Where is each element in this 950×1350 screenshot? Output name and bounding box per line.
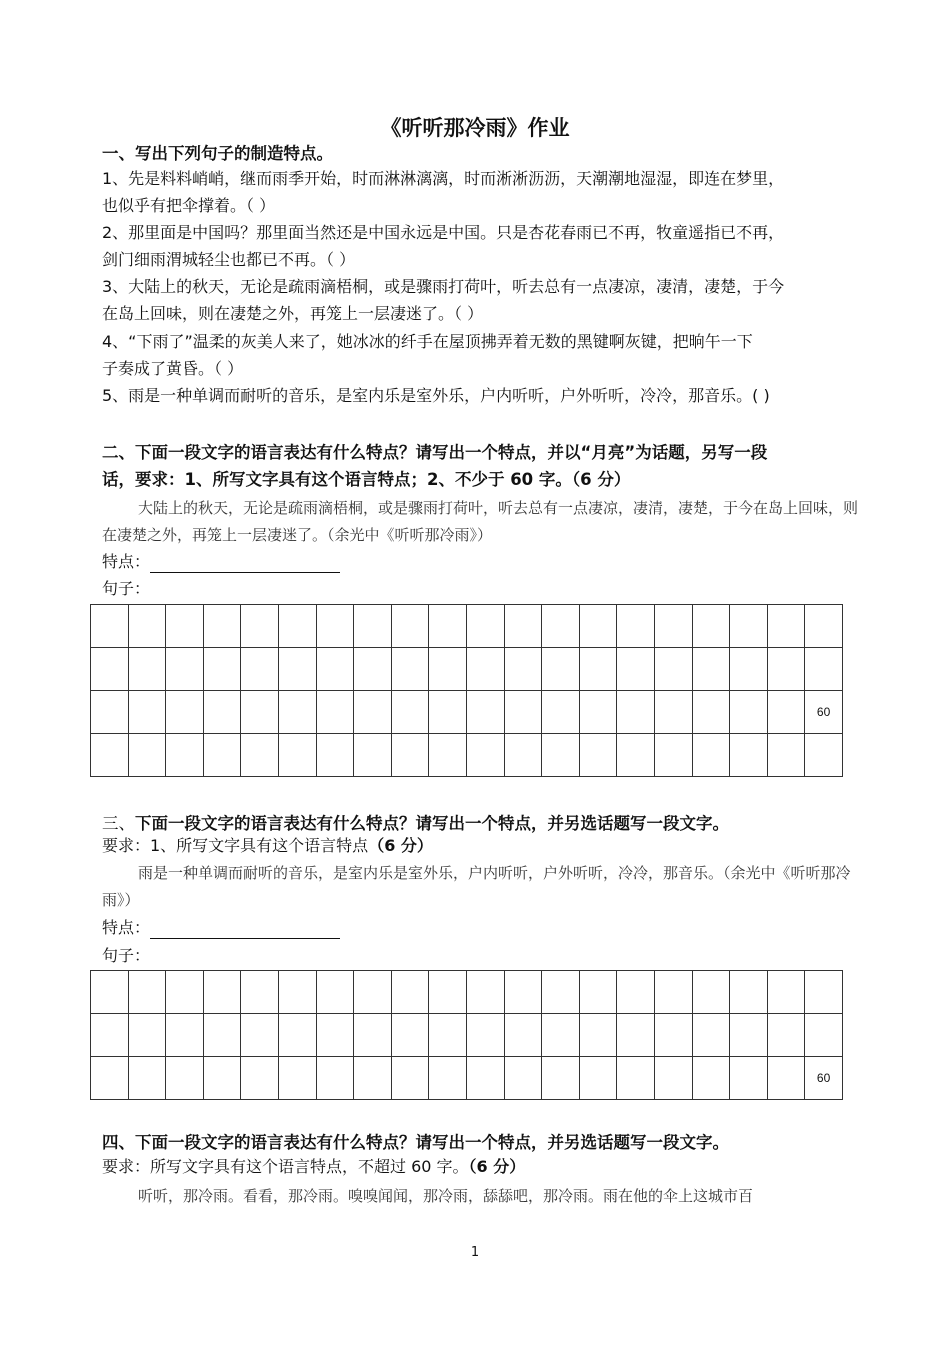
grid-cell[interactable] bbox=[128, 1014, 166, 1057]
page-title: 《听听那冷雨》作业 bbox=[380, 116, 570, 140]
s2-feature-label: 特点： bbox=[102, 552, 151, 571]
grid-cell[interactable] bbox=[429, 971, 467, 1014]
grid-cell[interactable] bbox=[166, 648, 204, 691]
grid-cell[interactable] bbox=[654, 691, 692, 734]
s2-sentence-label: 句子： bbox=[102, 579, 151, 598]
s3-heading-prefix: 三、 bbox=[102, 814, 135, 833]
grid-cell[interactable] bbox=[203, 734, 241, 777]
s3-writing-grid[interactable] bbox=[90, 970, 843, 1100]
grid-cell[interactable] bbox=[391, 648, 429, 691]
grid-cell[interactable] bbox=[316, 648, 354, 691]
grid-cell[interactable] bbox=[542, 605, 580, 648]
grid-cell[interactable] bbox=[617, 971, 655, 1014]
grid-cell[interactable] bbox=[466, 734, 504, 777]
grid-cell[interactable] bbox=[617, 691, 655, 734]
grid-cell[interactable] bbox=[91, 648, 129, 691]
grid-cell[interactable] bbox=[617, 1014, 655, 1057]
grid-cell[interactable] bbox=[654, 734, 692, 777]
grid-cell[interactable] bbox=[730, 734, 768, 777]
grid-cell[interactable] bbox=[579, 734, 617, 777]
grid-cell[interactable] bbox=[128, 1057, 166, 1100]
grid-cell[interactable] bbox=[241, 971, 279, 1014]
s3-feature-row bbox=[102, 917, 862, 939]
grid-cell[interactable] bbox=[241, 1057, 279, 1100]
grid-row bbox=[91, 1014, 843, 1057]
grid-cell[interactable] bbox=[542, 1057, 580, 1100]
grid-cell[interactable] bbox=[203, 1057, 241, 1100]
grid-cell[interactable] bbox=[429, 734, 467, 777]
grid-cell[interactable] bbox=[354, 971, 392, 1014]
s3-sentence-label: 句子： bbox=[102, 946, 151, 965]
grid-cell[interactable] bbox=[278, 605, 316, 648]
grid-row bbox=[91, 971, 843, 1014]
grid-row bbox=[91, 734, 843, 777]
grid-cell[interactable] bbox=[166, 971, 204, 1014]
grid-cell[interactable] bbox=[542, 691, 580, 734]
grid-cell[interactable] bbox=[391, 734, 429, 777]
section-4-quote: 听听，那冷雨。看看，那冷雨。嗅嗅闻闻，那冷雨，舔舔吧，那冷雨。雨在他的伞上这城市百 bbox=[138, 1187, 754, 1205]
grid-cell[interactable] bbox=[278, 971, 316, 1014]
grid-cell[interactable] bbox=[91, 734, 129, 777]
grid-cell[interactable] bbox=[730, 648, 768, 691]
grid-row bbox=[91, 691, 843, 734]
grid-cell[interactable] bbox=[354, 605, 392, 648]
grid-cell[interactable] bbox=[166, 1057, 204, 1100]
s1-item-4-line-1: 4、“下雨了”温柔的灰美人来了，她冰冰的纤手在屋顶拂弄着无数的黑键啊灰键，把晌午一下 bbox=[102, 332, 753, 351]
grid-cell[interactable] bbox=[354, 1014, 392, 1057]
grid-cell[interactable] bbox=[354, 648, 392, 691]
section-3-quote: 雨是一种单调而耐听的音乐，是室内乐是室外乐，户内听听，户外听听，冷冷，那音乐。（余光中《听听那冷雨》） bbox=[102, 864, 851, 909]
grid-cell[interactable] bbox=[504, 971, 542, 1014]
grid-cell[interactable] bbox=[316, 734, 354, 777]
s3-feature-blank[interactable] bbox=[150, 920, 340, 939]
s1-item-1-line-2: 也似乎有把伞撑着。（ ） bbox=[102, 196, 276, 215]
grid-cell[interactable] bbox=[391, 691, 429, 734]
grid-row bbox=[91, 605, 843, 648]
grid-cell[interactable] bbox=[316, 971, 354, 1014]
grid-cell[interactable] bbox=[579, 1014, 617, 1057]
grid-cell[interactable] bbox=[767, 648, 805, 691]
grid-cell[interactable] bbox=[128, 648, 166, 691]
grid-cell[interactable] bbox=[730, 971, 768, 1014]
grid-cell[interactable] bbox=[316, 1057, 354, 1100]
grid-cell[interactable] bbox=[730, 691, 768, 734]
grid-cell[interactable] bbox=[278, 1014, 316, 1057]
grid-cell[interactable] bbox=[504, 605, 542, 648]
grid-cell[interactable] bbox=[391, 971, 429, 1014]
grid-cell[interactable] bbox=[391, 605, 429, 648]
grid-cell[interactable] bbox=[278, 691, 316, 734]
grid-cell[interactable] bbox=[654, 605, 692, 648]
s1-item-2-line-1: 2、那里面是中国吗？那里面当然还是中国永远是中国。只是杏花春雨已不再，牧童遥指已不再， bbox=[102, 223, 785, 242]
grid-cell[interactable] bbox=[91, 1014, 129, 1057]
s3-heading-text: 下面一段文字的语言表达有什么特点？请写出一个特点，并另选话题写一段文字。 bbox=[135, 814, 729, 833]
grid-cell[interactable] bbox=[128, 691, 166, 734]
grid-cell[interactable] bbox=[278, 734, 316, 777]
s4-requirement-text: 要求：所写文字具有这个语言特点，不超过 60 字。 bbox=[102, 1157, 469, 1176]
grid-cell[interactable] bbox=[278, 648, 316, 691]
grid-cell[interactable] bbox=[504, 1057, 542, 1100]
s3-requirement-text: 要求：1、所写文字具有这个语言特点 bbox=[102, 836, 369, 855]
grid-cell[interactable] bbox=[730, 1057, 768, 1100]
grid-cell[interactable] bbox=[654, 971, 692, 1014]
grid-cell[interactable] bbox=[429, 605, 467, 648]
grid-cell[interactable] bbox=[91, 1057, 129, 1100]
grid-cell[interactable] bbox=[767, 1014, 805, 1057]
s4-requirement bbox=[102, 1156, 862, 1178]
grid-cell[interactable] bbox=[466, 971, 504, 1014]
grid-cell[interactable] bbox=[579, 605, 617, 648]
section-3-heading bbox=[102, 812, 862, 835]
grid-cell[interactable] bbox=[617, 1057, 655, 1100]
grid-cell[interactable] bbox=[203, 1014, 241, 1057]
grid-cell[interactable] bbox=[542, 648, 580, 691]
grid-cell[interactable] bbox=[429, 691, 467, 734]
grid-cell[interactable] bbox=[805, 734, 843, 777]
grid-cell[interactable] bbox=[91, 691, 129, 734]
grid-cell[interactable] bbox=[166, 691, 204, 734]
grid-cell[interactable] bbox=[504, 691, 542, 734]
grid-cell[interactable] bbox=[767, 691, 805, 734]
grid-cell[interactable] bbox=[391, 1057, 429, 1100]
grid-cell[interactable] bbox=[466, 648, 504, 691]
grid-cell[interactable] bbox=[542, 734, 580, 777]
s2-feature-blank[interactable] bbox=[150, 554, 340, 573]
grid-row bbox=[91, 648, 843, 691]
s1-item-1-line-1: 1、先是料料峭峭，继而雨季开始，时而淋淋漓漓，时而淅淅沥沥，天潮潮地湿湿，即连在梦里， bbox=[102, 169, 785, 188]
grid-cell[interactable] bbox=[692, 734, 730, 777]
s1-item-2-line-2: 剑门细雨渭城轻尘也都已不再。（ ） bbox=[102, 250, 356, 269]
grid-cell[interactable] bbox=[805, 1014, 843, 1057]
grid-cell[interactable] bbox=[767, 734, 805, 777]
grid-cell[interactable] bbox=[654, 648, 692, 691]
grid-cell[interactable] bbox=[466, 1057, 504, 1100]
section-2-heading-line-1: 二、下面一段文字的语言表达有什么特点？请写出一个特点，并以“月亮”为话题，另写一段 bbox=[102, 443, 768, 462]
grid-cell[interactable] bbox=[542, 971, 580, 1014]
grid-cell[interactable] bbox=[429, 648, 467, 691]
grid-cell[interactable] bbox=[730, 1014, 768, 1057]
grid-cell[interactable] bbox=[617, 605, 655, 648]
grid-cell[interactable] bbox=[203, 605, 241, 648]
grid-count-marker[interactable]: 60 bbox=[805, 691, 843, 734]
section-2-heading-line-2: 话，要求：1、所写文字具有这个语言特点；2、不少于 60 字。（6 分） bbox=[102, 470, 631, 489]
grid-cell[interactable] bbox=[579, 971, 617, 1014]
s1-item-5: 5、雨是一种单调而耐听的音乐，是室内乐是室外乐，户内听听，户外听听，冷冷，那音乐。( ) bbox=[102, 386, 770, 405]
grid-cell[interactable] bbox=[203, 971, 241, 1014]
grid-cell[interactable] bbox=[91, 971, 129, 1014]
grid-cell[interactable] bbox=[654, 1014, 692, 1057]
grid-cell[interactable] bbox=[316, 691, 354, 734]
grid-cell[interactable] bbox=[354, 1057, 392, 1100]
s4-requirement-score: （6 分） bbox=[468, 1157, 526, 1176]
s3-requirement bbox=[102, 835, 862, 857]
s1-item-3-line-2: 在岛上回味，则在凄楚之外，再笼上一层凄迷了。（ ） bbox=[102, 304, 484, 323]
grid-cell[interactable] bbox=[767, 605, 805, 648]
grid-cell[interactable] bbox=[166, 1014, 204, 1057]
grid-cell[interactable] bbox=[429, 1014, 467, 1057]
grid-cell[interactable] bbox=[241, 734, 279, 777]
grid-cell[interactable] bbox=[692, 971, 730, 1014]
grid-cell[interactable] bbox=[579, 1057, 617, 1100]
grid-cell[interactable] bbox=[504, 648, 542, 691]
grid-cell[interactable] bbox=[654, 1057, 692, 1100]
section-2-quote: 大陆上的秋天，无论是疏雨滴梧桐，或是骤雨打荷叶，听去总有一点凄凉，凄清，凄楚，于今在岛上回味，则在凄楚之外，再笼上一层凄迷了。（余光中《听听那冷雨》） bbox=[102, 499, 859, 544]
s2-writing-grid[interactable] bbox=[90, 604, 843, 777]
grid-cell[interactable] bbox=[692, 1014, 730, 1057]
grid-cell[interactable] bbox=[466, 691, 504, 734]
grid-cell[interactable] bbox=[692, 691, 730, 734]
grid-cell[interactable] bbox=[692, 648, 730, 691]
grid-cell[interactable] bbox=[241, 691, 279, 734]
grid-cell[interactable] bbox=[316, 605, 354, 648]
grid-cell[interactable] bbox=[730, 605, 768, 648]
grid-cell[interactable] bbox=[128, 734, 166, 777]
grid-cell[interactable] bbox=[166, 605, 204, 648]
grid-cell[interactable] bbox=[617, 648, 655, 691]
grid-cell[interactable] bbox=[391, 1014, 429, 1057]
s1-item-4-line-2: 子奏成了黄昏。（ ） bbox=[102, 359, 244, 378]
grid-cell[interactable] bbox=[354, 734, 392, 777]
grid-cell[interactable] bbox=[466, 605, 504, 648]
grid-cell[interactable] bbox=[579, 691, 617, 734]
section-1-heading: 一、写出下列句子的制造特点。 bbox=[102, 144, 333, 163]
grid-cell[interactable] bbox=[241, 605, 279, 648]
grid-cell[interactable] bbox=[805, 648, 843, 691]
s3-feature-label: 特点： bbox=[102, 918, 151, 937]
grid-cell[interactable] bbox=[692, 605, 730, 648]
s2-feature-row bbox=[102, 551, 862, 573]
page-number: 1 bbox=[470, 1245, 480, 1260]
s3-requirement-score: （6 分） bbox=[368, 836, 433, 855]
grid-cell[interactable] bbox=[128, 605, 166, 648]
grid-cell[interactable] bbox=[316, 1014, 354, 1057]
grid-cell[interactable] bbox=[617, 734, 655, 777]
grid-cell[interactable] bbox=[767, 1057, 805, 1100]
grid-cell[interactable] bbox=[241, 1014, 279, 1057]
section-4-heading: 四、下面一段文字的语言表达有什么特点？请写出一个特点，并另选话题写一段文字。 bbox=[102, 1133, 729, 1152]
grid-cell[interactable] bbox=[128, 971, 166, 1014]
grid-cell[interactable] bbox=[542, 1014, 580, 1057]
grid-cell[interactable] bbox=[805, 971, 843, 1014]
grid-cell[interactable] bbox=[354, 691, 392, 734]
grid-cell[interactable] bbox=[579, 648, 617, 691]
grid-cell[interactable] bbox=[203, 691, 241, 734]
grid-cell[interactable] bbox=[466, 1014, 504, 1057]
grid-cell[interactable] bbox=[805, 605, 843, 648]
grid-row bbox=[91, 1057, 843, 1100]
grid-count-marker[interactable]: 60 bbox=[805, 1057, 843, 1100]
grid-cell[interactable] bbox=[767, 971, 805, 1014]
grid-cell[interactable] bbox=[241, 648, 279, 691]
grid-cell[interactable] bbox=[692, 1057, 730, 1100]
grid-cell[interactable] bbox=[278, 1057, 316, 1100]
grid-cell[interactable] bbox=[504, 1014, 542, 1057]
grid-cell[interactable] bbox=[203, 648, 241, 691]
grid-cell[interactable] bbox=[166, 734, 204, 777]
s1-item-3-line-1: 3、大陆上的秋天，无论是疏雨滴梧桐，或是骤雨打荷叶，听去总有一点凄凉，凄清，凄楚，于今 bbox=[102, 277, 785, 296]
grid-cell[interactable] bbox=[504, 734, 542, 777]
grid-cell[interactable] bbox=[91, 605, 129, 648]
grid-cell[interactable] bbox=[429, 1057, 467, 1100]
